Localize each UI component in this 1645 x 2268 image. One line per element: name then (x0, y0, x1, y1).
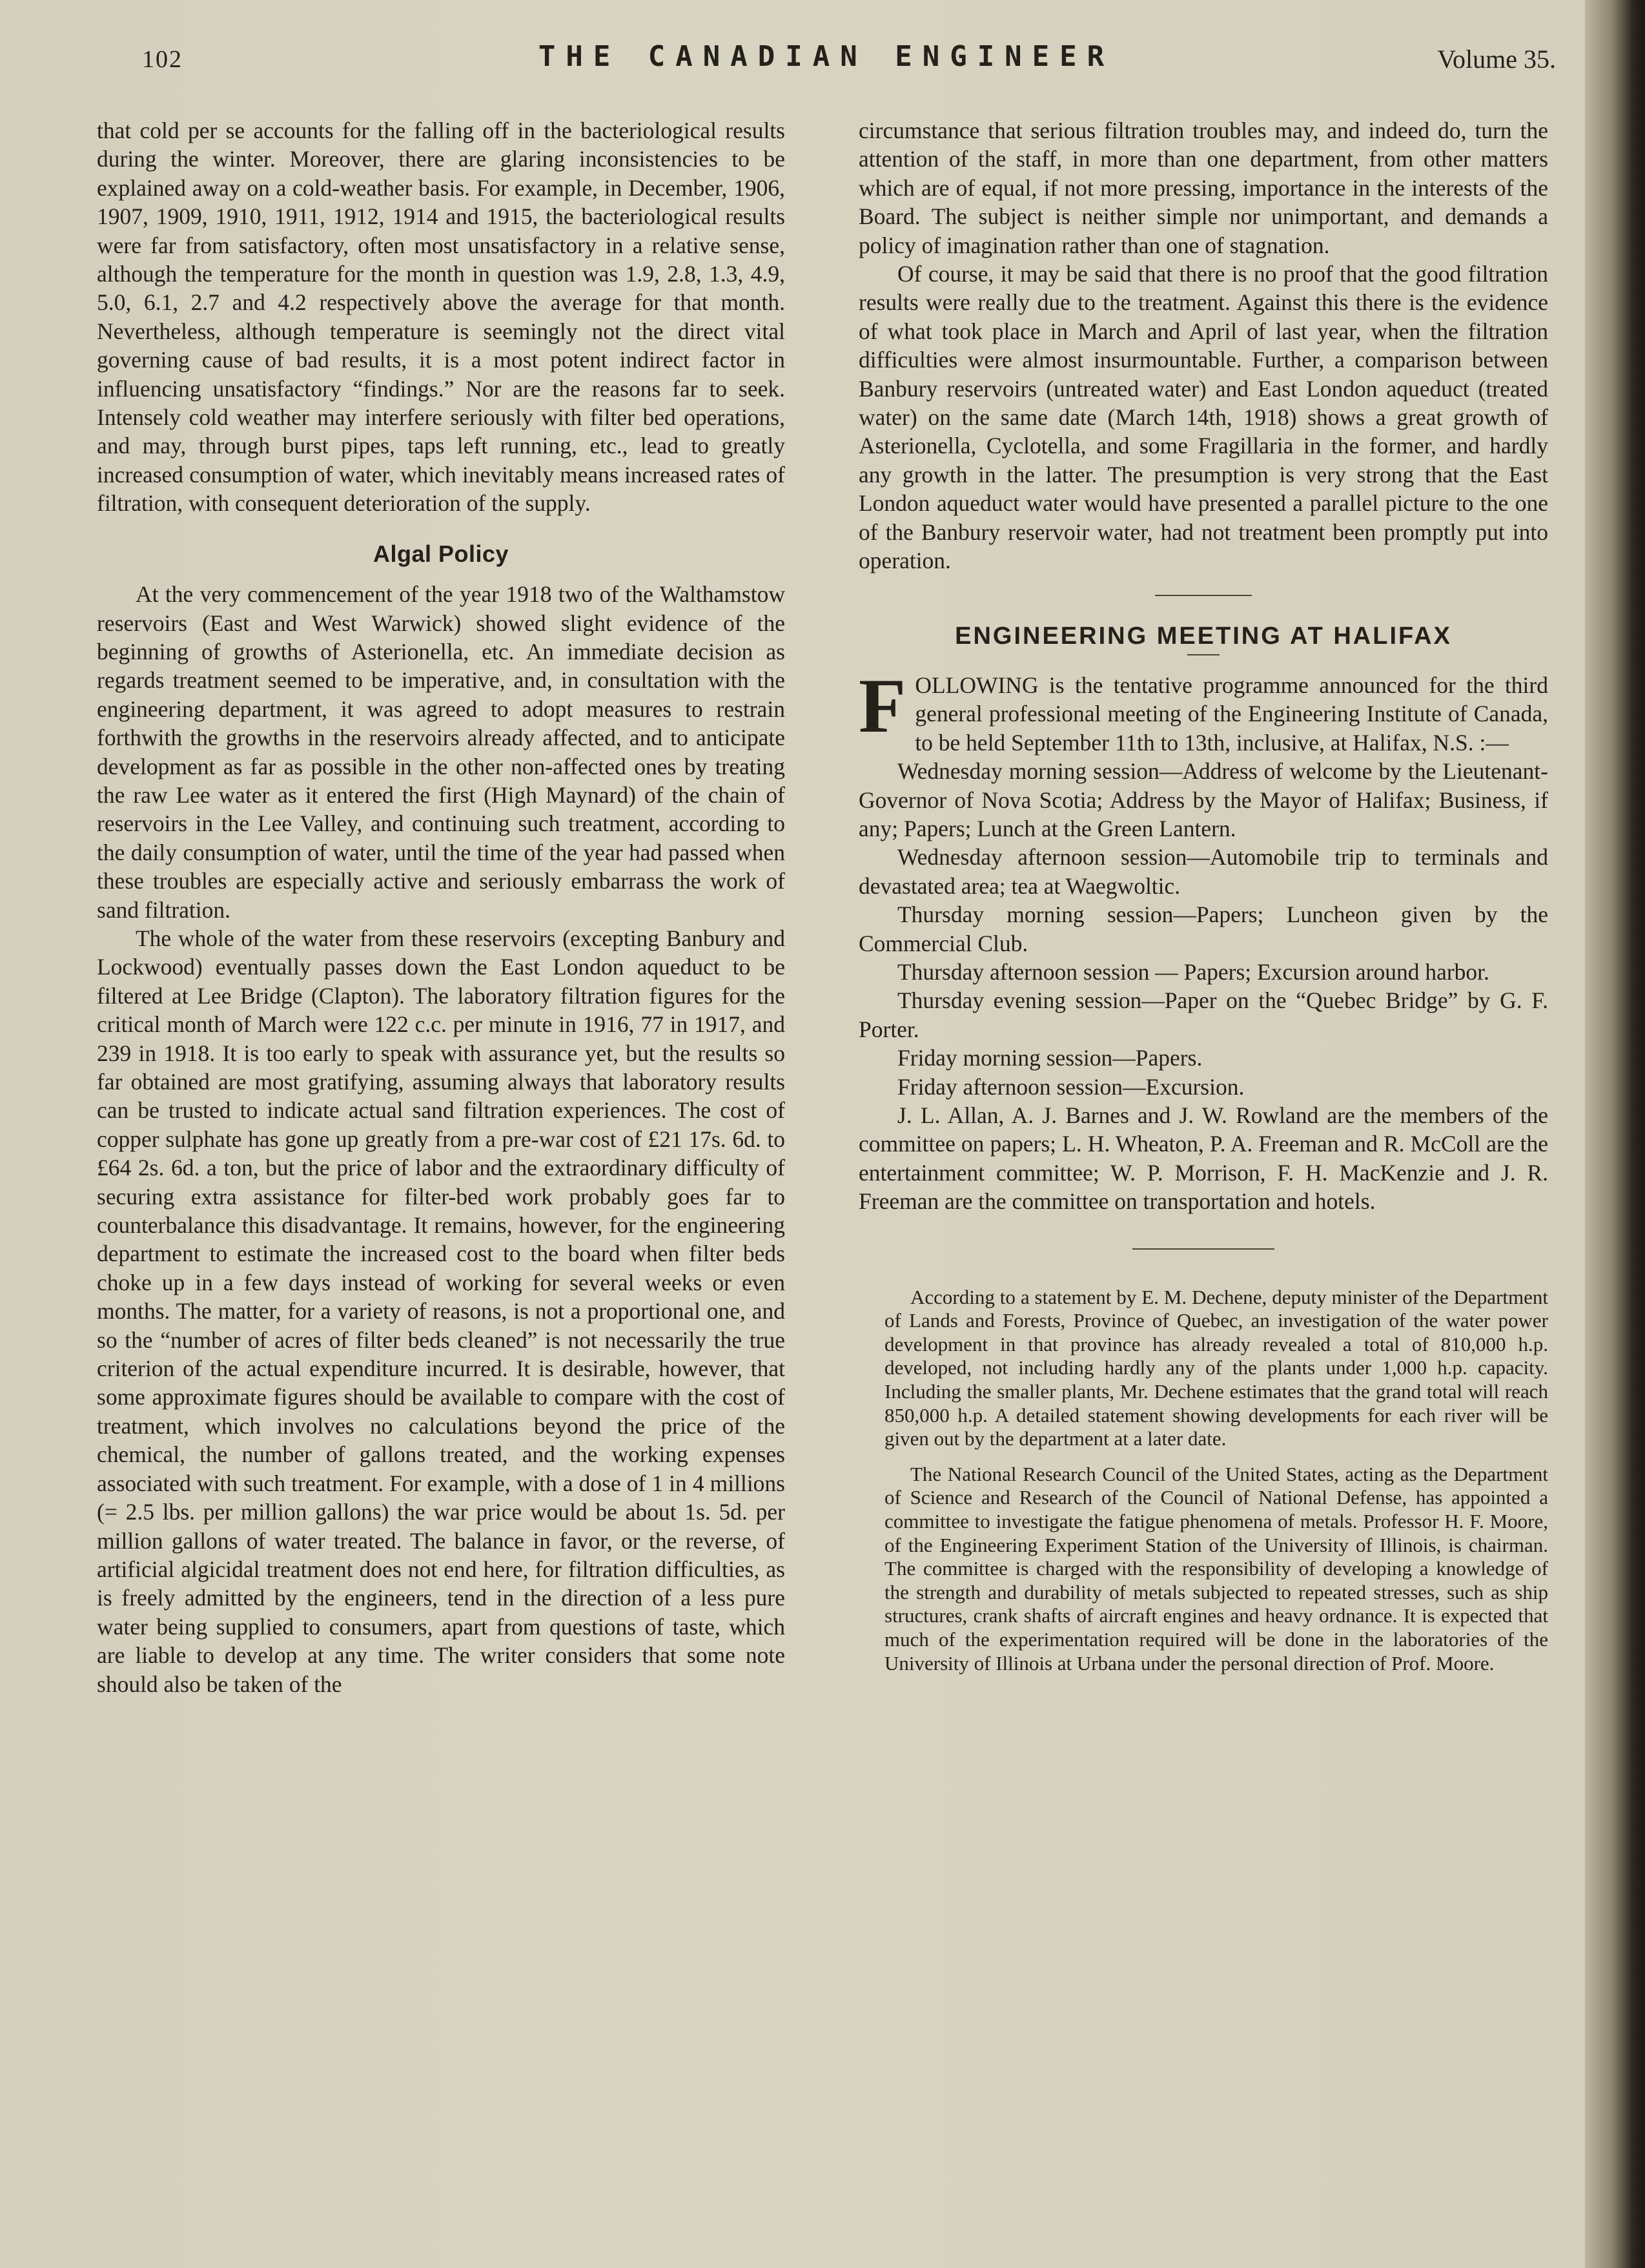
program-item: Friday afternoon session—Excursion. (897, 1073, 1245, 1100)
title-rule (1187, 654, 1220, 655)
intro-text: OLLOWING is the tentative programme announced for the third general professional meeting of the Engineering Institute of Canada, to be held September 11th to 13th, inclusive, at Halifax, N.S. :— (915, 672, 1548, 756)
note-paragraph: The National Research Council of the United States, acting as the Department of Science and Research of the Council of National Defense, has appointed a committee to investigate the fatigue phenomena of metals. Professor H. F. Moore, of the Engineering Experiment Station of the University of Illinois, is chairman. The committee is charged with the responsibility of developing a knowledge of the strength and durability of metals subjected to repeated stresses, such as ship structures, crank shafts of aircraft engines and heavy ordnance. It is expected that much of the experimentation required will be done in the laboratories of the University of Illinois at Urbana under the personal direction of Prof. Moore. (884, 1462, 1548, 1675)
page-binding-edge (1585, 0, 1645, 2268)
program-item: Wednesday morning session—Address of welcome by the Lieutenant-Governor of Nova Scotia; Address by the Mayor of Halifax; Business, if any; Papers; Lunch at the Green Lantern. (859, 758, 1548, 841)
paragraph: At the very commencement of the year 1918 two of the Walthamstow reservoirs (East and West Warwick) showed slight evidence of the beginning of growths of Asterionella, etc. An immediate decision as regards treatment seemed to be imperative, and, in consultation with the engineering department, it was agreed to adopt measures to restrain forthwith the growths in the reservoirs already affected, and to anticipate development as far as possible in the other non-affected ones by treating the raw Lee water as it entered the first (High Maynard) of the chain of reservoirs in the Lee Valley, and continuing such treatment, according to the daily consumption of water, until the time of the year had passed when these troubles are especially active and seriously embarrass the work of sand filtration. (97, 581, 785, 923)
program-item: Thursday morning session—Papers; Luncheon given by the Commercial Club. (859, 902, 1548, 956)
article-title: ENGINEERING MEETING AT HALIFAX (955, 622, 1452, 650)
program-item: Thursday evening session—Paper on the “Quebec Bridge” by G. F. Porter. (859, 987, 1548, 1042)
paragraph: that cold per se accounts for the falling off in the bacteriological results during the winter. Moreover, there are glaring inconsistencies to be explained away on a cold-weather basis. For example, in December, 1906, 1907, 1909, 1910, 1911, 1912, 1914 and 1915, the bacteriological results were far from satisfactory, often most unsatisfactory in a relative sense, although the temperature for the month in question was 1.9, 2.8, 1.3, 4.9, 5.0, 6.1, 2.7 and 4.2 respectively above the average for that month. Nevertheless, although temperature is seemingly not the direct vital governing cause of bad results, it is a most potent indirect factor in influencing unsatisfactory “findings.” Nor are the reasons far to seek. Intensely cold weather may interfere seriously with filter bed operations, and may, through burst pipes, taps left running, etc., lead to greatly increased consumption of water, which inevitably means increased rates of filtration, with consequent deterioration of the supply. (97, 118, 785, 517)
section-divider (1132, 1248, 1274, 1250)
news-notes (884, 1286, 1548, 1676)
paragraph: Of course, it may be said that there is no proof that the good filtration results were really due to the treatment. Against this there is the evidence of what took place in March and April of last year, when the filtration difficulties were almost insurmountable. Further, a comparison between Banbury reservoirs (untreated water) and East London aqueduct (treated water) on the same date (March 14th, 1918) shows a great growth of Asterionella, Cyclotella, and some Fragillaria in the former, and hardly any growth in the latter. The presumption is very strong that the East London aqueduct water would have presented a parallel picture to the one of the Banbury reservoir water, had not treatment been promptly put into operation. (859, 261, 1548, 574)
program-item: Wednesday afternoon session—Automobile trip to terminals and devastated area; tea at Waegwoltic. (859, 844, 1548, 899)
note-paragraph: According to a statement by E. M. Dechene, deputy minister of the Department of Lands and Forests, Province of Quebec, an investigation of the water power development in that province has already revealed a total of 810,000 h.p. developed, not including hardly any of the plants under 1,000 h.p. capacity. Including the smaller plants, Mr. Dechene estimates that the grand total will reach 850,000 h.p. A detailed statement showing developments for each river will be given out by the department at a later date. (884, 1285, 1548, 1450)
right-column (859, 116, 1548, 1687)
left-column (97, 116, 785, 1698)
program-item: Thursday afternoon session — Papers; Excursion around harbor. (897, 958, 1489, 985)
drop-cap: F (859, 662, 906, 748)
section-divider (1155, 595, 1252, 596)
volume-label: Volume 35. (1437, 45, 1556, 74)
paragraph: circumstance that serious filtration troubles may, and indeed do, turn the attention of the staff, in more than one department, from other matters which are of equal, if not more pressing, importance in the interests of the Board. The subject is neither simple nor unimportant, and demands a policy of imagination rather than one of stagnation. (859, 118, 1548, 258)
program-item: Friday morning session—Papers. (897, 1045, 1203, 1071)
page-number: 102 (142, 46, 183, 73)
subheading-algal-policy: Algal Policy (373, 540, 509, 567)
committees-paragraph: J. L. Allan, A. J. Barnes and J. W. Rowland are the members of the committee on papers; L. H. Wheaton, P. A. Freeman and R. McColl are the entertainment committee; W. P. Morrison, F. H. MacKenzie and J. R. Freeman are the committee on transportation and hotels. (859, 1102, 1548, 1215)
article-intro (859, 662, 1548, 757)
publication-title: THE CANADIAN ENGINEER (538, 40, 1115, 73)
paragraph: The whole of the water from these reservoirs (excepting Banbury and Lockwood) eventually passes down the East London aqueduct to be filtered at Lee Bridge (Clapton). The laboratory filtration figures for the critical month of March were 122 c.c. per minute in 1916, 77 in 1917, and 239 in 1918. It is too early to speak with assurance yet, but the results so far obtained are most gratifying, assuming always that laboratory results can be trusted to indicate actual sand filtration experiences. The cost of copper sulphate has gone up greatly from a pre-war cost of £21 17s. 6d. to £64 2s. 6d. a ton, but the price of labor and the extraordinary difficulty of securing extra assistance for filter-bed work probably goes far to counterbalance this disadvantage. It remains, however, for the engineering department to estimate the increased cost to the board when filter beds choke up in a few days instead of working for several weeks or even months. The matter, for a variety of reasons, is not a proportional one, and so the “number of acres of filter beds cleaned” is not necessarily the true criterion of the actual expenditure incurred. It is desirable, however, that some approximate figures should be available to compare with the cost of treatment, which involves no calculations beyond the price of the chemical, the number of gallons treated, and the working expenses associated with such treatment. For example, with a dose of 1 in 4 millions (= 2.5 lbs. per million gallons) the war price would be about 1s. 5d. per million gallons of water treated. The balance in favor, or the reverse, of artificial algicidal treatment does not end here, for filtration difficulties, as is freely admitted by the engineers, tend in the direction of a less pure water being supplied to consumers, apart from questions of taste, which are liable to develop at any time. The writer considers that some note should also be taken of the (97, 925, 785, 1697)
running-header (97, 37, 1556, 76)
